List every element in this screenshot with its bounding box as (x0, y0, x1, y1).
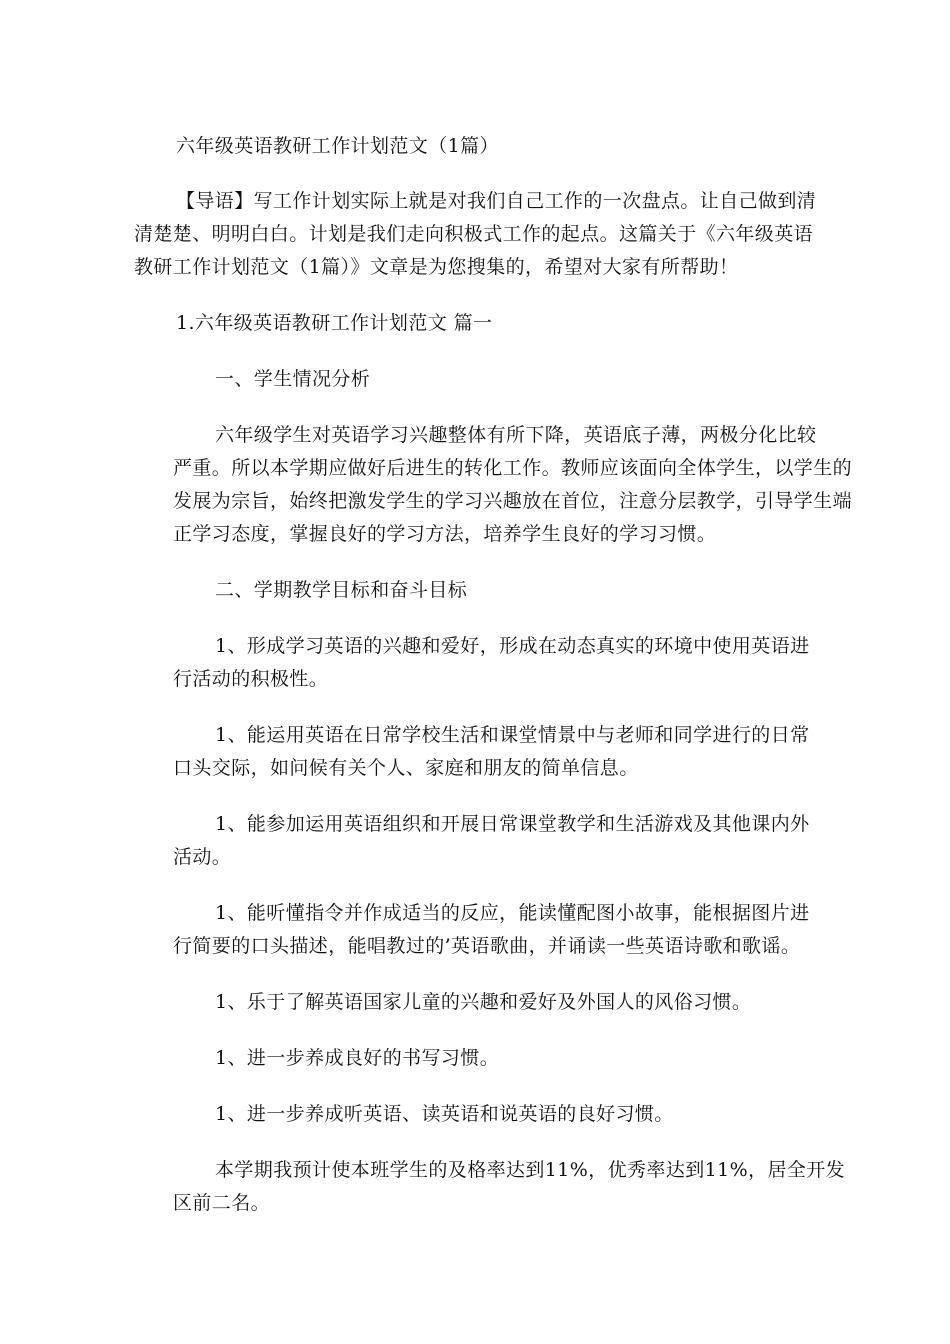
section-heading: 二、学期教学目标和奋斗目标 (215, 579, 468, 601)
goal-line: 1、能运用英语在日常学校生活和课堂情景中与老师和同学进行的日常 (215, 724, 810, 746)
paragraph-line: 正学习态度，掌握良好的学习方法，培养学生良好的学习习惯。 (173, 523, 717, 545)
goal-line: 1、能参加运用英语组织和开展日常课堂教学和生活游戏及其他课内外 (215, 813, 810, 835)
goal-line: 行简要的口头描述，能唱教过的’英语歌曲，并诵读一些英语诗歌和歌谣。 (173, 935, 801, 957)
section-heading: 一、学生情况分析 (215, 368, 371, 390)
article-heading: 1.六年级英语教研工作计划范文 篇一 (176, 312, 493, 334)
intro-line: 教研工作计划范文（1篇）》文章是为您搜集的，希望对大家有所帮助！ (134, 256, 739, 278)
goal-line: 1、进一步养成听英语、读英语和说英语的良好习惯。 (215, 1103, 674, 1125)
goal-line: 活动。 (173, 846, 232, 868)
closing-line: 区前二名。 (173, 1192, 271, 1214)
closing-line: 本学期我预计使本班学生的及格率达到11%，优秀率达到11%，居全开发 (215, 1159, 846, 1181)
goal-line: 行活动的积极性。 (173, 668, 329, 690)
paragraph-line: 严重。所以本学期应做好后进生的转化工作。教师应该面向全体学生，以学生的 (173, 457, 853, 479)
paragraph-line: 六年级学生对英语学习兴趣整体有所下降，英语底子薄，两极分化比较 (215, 424, 817, 446)
goal-line: 1、乐于了解英语国家儿童的兴趣和爱好及外国人的风俗习惯。 (215, 991, 752, 1013)
goal-line: 1、能听懂指令并作成适当的反应，能读懂配图小故事，能根据图片进 (215, 902, 810, 924)
goal-line: 1、进一步养成良好的书写习惯。 (215, 1047, 500, 1069)
intro-line: 清楚楚、明明白白。计划是我们走向积极式工作的起点。这篇关于《六年级英语 (134, 223, 814, 245)
goal-line: 1、形成学习英语的兴趣和爱好，形成在动态真实的环境中使用英语进 (215, 635, 810, 657)
intro-line: 【导语】写工作计划实际上就是对我们自己工作的一次盘点。让自己做到清 (176, 190, 817, 212)
document-title: 六年级英语教研工作计划范文（1篇） (176, 135, 499, 157)
goal-line: 口头交际，如问候有关个人、家庭和朋友的简单信息。 (173, 757, 639, 779)
paragraph-line: 发展为宗旨，始终把激发学生的学习兴趣放在首位，注意分层教学，引导学生端 (173, 490, 853, 512)
